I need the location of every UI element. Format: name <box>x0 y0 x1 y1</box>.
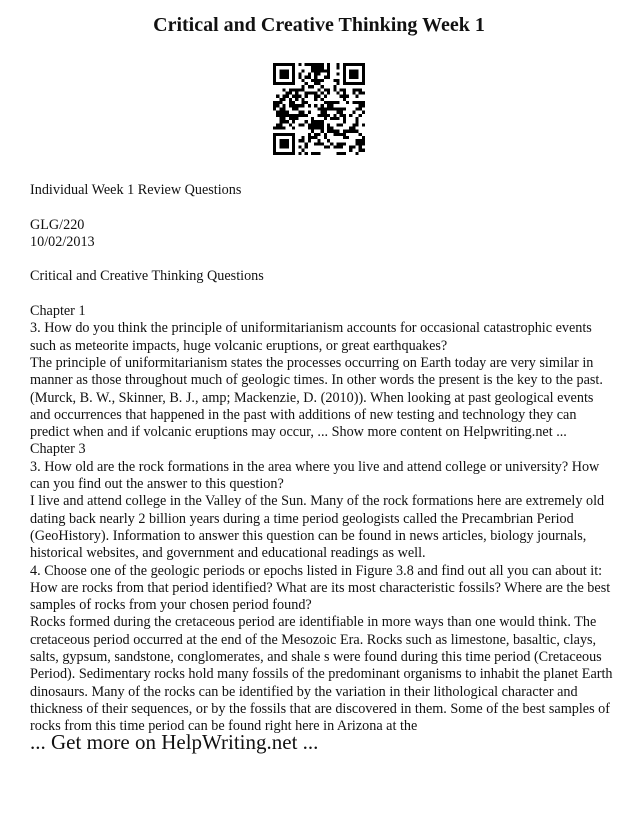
course-code: GLG/220 <box>30 216 85 233</box>
page-title: Critical and Creative Thinking Week 1 <box>153 14 485 36</box>
section-title: Critical and Creative Thinking Questions <box>30 268 264 285</box>
document-body <box>30 182 614 736</box>
question-3-4: 4. Choose one of the geologic periods or epochs listed in Figure 3.8 and find out all you can about it: How are rocks from that period identified? What are its most characteristic fossils? Where are the best samples of rocks from your chosen period found? <box>30 562 611 614</box>
document-date: 10/02/2013 <box>30 233 95 250</box>
heading-line: Individual Week 1 Review Questions <box>30 182 242 198</box>
question-1-3: 3. How do you think the principle of uniformitarianism accounts for occasional catastrophic events such as meteorite impacts, huge volcanic eruptions, or great earthquakes? <box>30 320 592 354</box>
answer-1-3: The principle of uniformitarianism states the processes occurring on Earth today are very similar in manner as those throughout much of geologic times. In other words the present is the key to the past. (Murck, B. W., Skinner, B. J., amp; Mackenzie, D. (2010)). When looking at past geological events and occurrences that happened in the past with additions of new testing and technology they can predict when and if volcanic eruptions may occur, ... Show more content on Helpwriting.net ... <box>30 354 603 441</box>
chapter-1-label: Chapter 1 <box>30 303 86 320</box>
answer-3-4: Rocks formed during the cretaceous period are identifiable in more ways than one would think. The cretaceous period occurred at the end of the Mesozoic Era. Rocks such as limestone, basaltic, clays, salts, gypsum, sandstone, conglomerates, and shale s were found during this time period (Cretaceous Period). Sedimentary rocks hold many fossils of the predominant organisms to inhabit the planet Earth dinosaurs. Many of the rocks can be identified by the variation in their lithological character and thickness of their sequences, or by the fossils that are discovered in them. Some of the best samples of rocks from this time period can be found right here in Arizona at the <box>30 614 613 735</box>
chapter-3-label: Chapter 3 <box>30 441 86 458</box>
question-3-3: 3. How old are the rock formations in the area where you live and attend college or university? How can you find out the answer to this question? <box>30 458 600 493</box>
get-more-link[interactable]: ... Get more on HelpWriting.net ... <box>30 730 319 754</box>
answer-3-3: I live and attend college in the Valley of the Sun. Many of the rock formations here are extremely old dating back nearly 2 billion years during a time period geologists called the Precambrian Period (GeoHistory). Information to answer this question can be found in news articles, biology journals, historical websites, and government and educational readings as well. <box>30 493 605 562</box>
qr-code-icon <box>273 63 365 155</box>
